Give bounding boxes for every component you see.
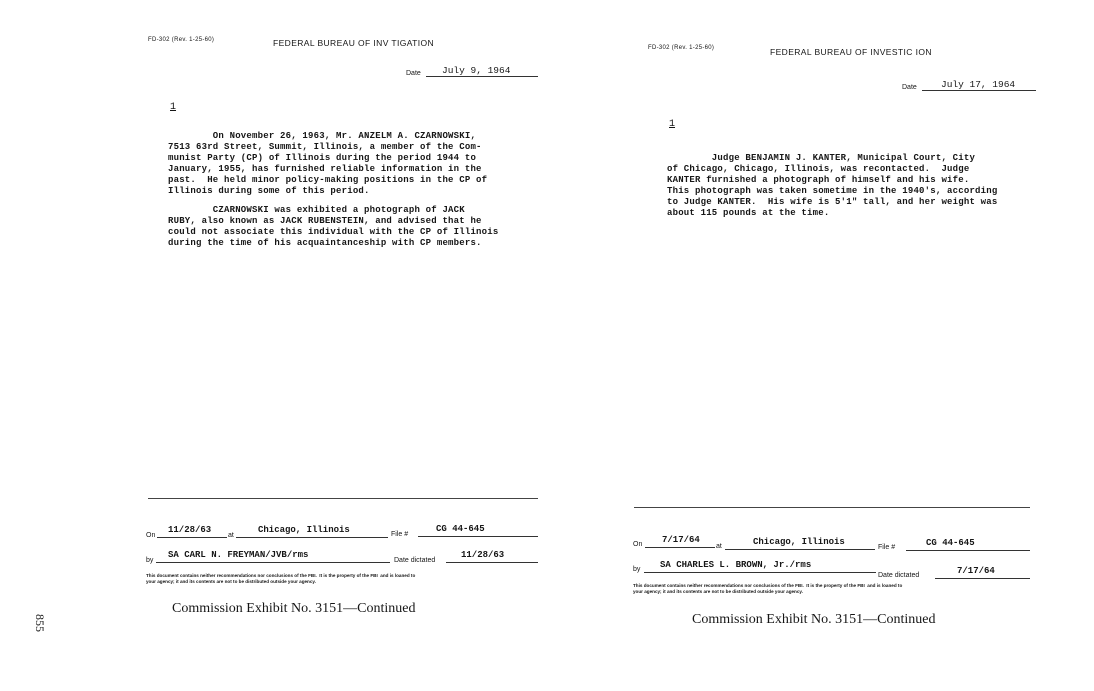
right-on-value: 7/17/64	[662, 535, 700, 545]
right-body-text	[667, 153, 997, 219]
right-fine-print: This document contains neither recommendations nor conclusions of the FBI. It is the property of the FBI and is loaned to your agency; it and its contents are not to be distributed outside your agency.	[633, 583, 903, 594]
right-serial-number: 1	[669, 119, 676, 130]
left-at-label: at	[228, 532, 234, 539]
left-fine-print: This document contains neither recommendations nor conclusions of the FBI. It is the property of the FBI and is loaned to your agency; it and its contents are not to be distributed outside your agency.	[146, 573, 416, 584]
right-date-value: July 17, 1964	[941, 79, 1016, 90]
right-paragraph-1: Judge BENJAMIN J. KANTER, Municipal Court, City of Chicago, Chicago, Illinois, was recontacted. Judge KANTER furnished a photograph of himself and his wife. This photograph was taken sometime in the 1940's, according to Judge KANTER. His wife is 5'1" tall, and her weight was about 115 pounds at the time.	[667, 153, 998, 218]
left-serial-number: 1	[170, 102, 177, 113]
left-at-value: Chicago, Illinois	[258, 525, 350, 535]
left-on-value: 11/28/63	[168, 525, 212, 535]
left-body-text	[168, 131, 498, 249]
left-agency-header: FEDERAL BUREAU OF INV TIGATION	[273, 38, 435, 48]
left-file-label: File #	[391, 531, 409, 538]
left-date-value: July 9, 1964	[442, 65, 511, 76]
right-by-value: SA CHARLES L. BROWN, Jr./rms	[660, 560, 812, 570]
right-exhibit-caption: Commission Exhibit No. 3151—Continued	[692, 612, 936, 627]
right-on-label: On	[633, 541, 643, 548]
right-at-value: Chicago, Illinois	[753, 537, 845, 547]
right-dictated-value: 7/17/64	[957, 566, 995, 576]
left-by-value: SA CARL N. FREYMAN/JVB/rms	[168, 550, 309, 560]
left-form-number: FD-302 (Rev. 1-25-60)	[148, 37, 215, 43]
left-paragraph-1: On November 26, 1963, Mr. ANZELM A. CZARNOWSKI, 7513 63rd Street, Summit, Illinois, a member of the Com- munist Party (CP) of Illinois during the period 1944 to January, 1955, has furnished reliable information in the past. He held minor policy-making positions in the CP of Illinois during some of this period.	[168, 131, 488, 196]
left-dictated-label: Date dictated	[394, 557, 436, 564]
left-on-label: On	[146, 532, 156, 539]
left-paragraph-2: CZARNOWSKI was exhibited a photograph of JACK RUBY, also known as JACK RUBENSTEIN, and advised that he could not associate this individual with the CP of Illinois during the time of his acquaintanceship with CP members.	[168, 205, 499, 248]
left-exhibit-caption: Commission Exhibit No. 3151—Continued	[172, 601, 416, 616]
left-file-value: CG 44-645	[436, 524, 485, 534]
left-date-label: Date	[406, 70, 421, 77]
right-at-label: at	[716, 543, 722, 550]
page-number: 855	[33, 614, 47, 632]
right-dictated-label: Date dictated	[878, 572, 920, 579]
left-dictated-value: 11/28/63	[461, 550, 505, 560]
right-file-value: CG 44-645	[926, 538, 975, 548]
left-by-label: by	[146, 557, 154, 564]
left-footer-rule	[148, 498, 538, 499]
right-by-label: by	[633, 566, 641, 573]
right-form-number: FD-302 (Rev. 1-25-60)	[648, 45, 715, 51]
right-footer-rule	[634, 507, 1030, 508]
right-file-label: File #	[878, 544, 896, 551]
right-date-label: Date	[902, 84, 917, 91]
right-agency-header: FEDERAL BUREAU OF INVESTIC ION	[770, 47, 932, 57]
